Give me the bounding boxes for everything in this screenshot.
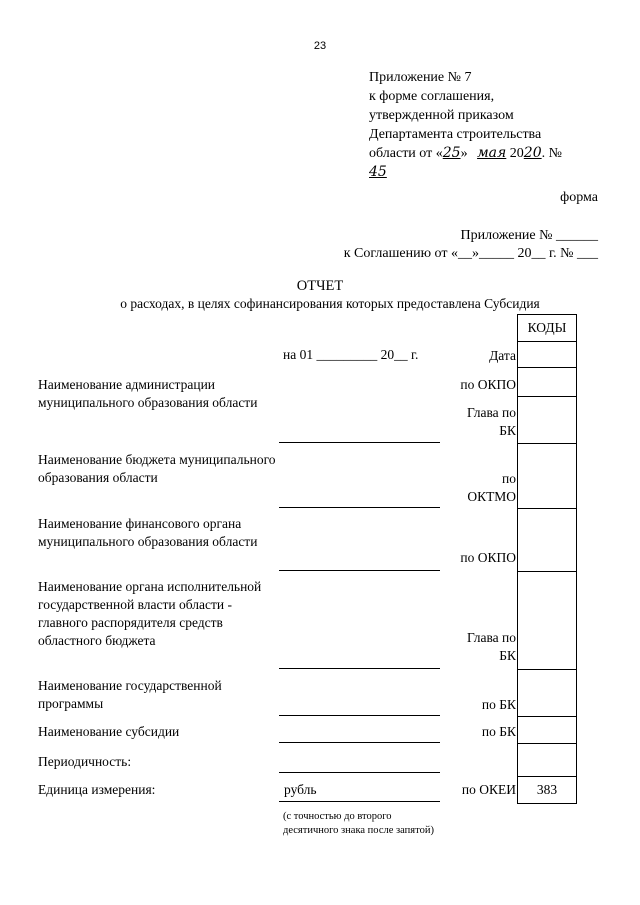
row-label-program: Наименование государственной программы <box>38 678 222 711</box>
field-program[interactable] <box>279 715 440 716</box>
report-date-line: на 01 _________ 20__ г. <box>283 347 419 362</box>
field-subsidy[interactable] <box>279 742 440 743</box>
handwritten-year: 20 <box>523 145 542 161</box>
code-label-bk-grbs: Глава по БК <box>466 630 516 663</box>
appendix-date-line <box>369 144 609 163</box>
codes-header-cell <box>517 314 577 342</box>
code-cell-okei[interactable] <box>517 777 577 804</box>
code-cell-okpo-fin[interactable] <box>517 509 577 572</box>
code-label-bk: Глава по БК <box>466 405 516 438</box>
row-label-administration: Наименование администрации муниципального образования области <box>38 377 258 410</box>
row-label-finance-body: Наименование финансового органа муниципального образования области <box>38 516 258 549</box>
appendix-date-mid: » <box>460 146 468 161</box>
appendix-date-prefix: области от « <box>369 146 443 161</box>
code-label-bk-subsidy: по БК <box>481 724 516 739</box>
code-cell-periodicity[interactable] <box>517 744 577 777</box>
okei-value: 383 <box>536 782 558 797</box>
appendix-line-4: Департамента строительства <box>369 127 542 142</box>
appendix-line-2: к форме соглашения, <box>369 89 495 104</box>
appendix-line-3: утвержденной приказом <box>369 108 514 123</box>
row-label-grbs: Наименование органа исполнительной государственной власти области - главного распорядителя средств областного бюджета <box>38 579 262 648</box>
appendix-year-prefix: 20 <box>506 146 524 161</box>
code-label-okei: по ОКЕИ <box>461 782 516 797</box>
page-number: 23 <box>313 40 327 52</box>
code-cell-bk-subsidy[interactable] <box>517 717 577 744</box>
code-label-okpo-fin: по ОКПО <box>460 550 516 565</box>
unit-value: рубль <box>284 782 317 797</box>
handwritten-month: мая <box>477 145 507 161</box>
field-administration[interactable] <box>279 442 440 443</box>
row-label-subsidy: Наименование субсидии <box>38 724 180 739</box>
agreement-line-1: Приложение № ______ <box>460 228 598 243</box>
row-label-periodicity: Периодичность: <box>38 754 132 769</box>
code-cell-bk-program[interactable] <box>517 670 577 717</box>
agreement-line-2: к Соглашению от «__»_____ 20__ г. № ___ <box>343 246 598 261</box>
field-periodicity[interactable] <box>279 772 440 773</box>
form-label: форма <box>560 190 598 205</box>
code-cell-okpo-admin[interactable] <box>517 368 577 397</box>
field-unit[interactable] <box>279 801 440 802</box>
code-label-bk-program: по БК <box>481 697 516 712</box>
handwritten-number: 45 <box>369 164 387 180</box>
field-finance-body[interactable] <box>279 570 440 571</box>
code-cell-bk-grbs[interactable] <box>517 572 577 670</box>
date-code-label: Дата <box>489 348 516 363</box>
appendix-line-1: Приложение № 7 <box>369 70 472 85</box>
code-cell-oktmo[interactable] <box>517 444 577 509</box>
precision-note: (с точностью до второго десятичного знака после запятой) <box>283 811 434 836</box>
appendix-number-label: . № <box>541 146 562 161</box>
field-grbs[interactable] <box>279 668 440 669</box>
code-label-oktmo: по ОКТМО <box>467 471 516 504</box>
field-budget[interactable] <box>279 507 440 508</box>
report-title: ОТЧЕТ <box>296 278 344 294</box>
row-label-unit: Единица измерения: <box>38 782 156 797</box>
code-cell-bk-admin[interactable] <box>517 397 577 444</box>
code-cell-date[interactable] <box>517 341 577 368</box>
code-label-okpo: по ОКПО <box>460 377 516 392</box>
report-subtitle: о расходах, в целях софинансирования которых предоставлена Субсидия <box>120 296 540 311</box>
codes-header: КОДЫ <box>527 320 567 335</box>
handwritten-day: 25 <box>442 145 461 161</box>
row-label-budget: Наименование бюджета муниципального образования области <box>38 452 276 485</box>
